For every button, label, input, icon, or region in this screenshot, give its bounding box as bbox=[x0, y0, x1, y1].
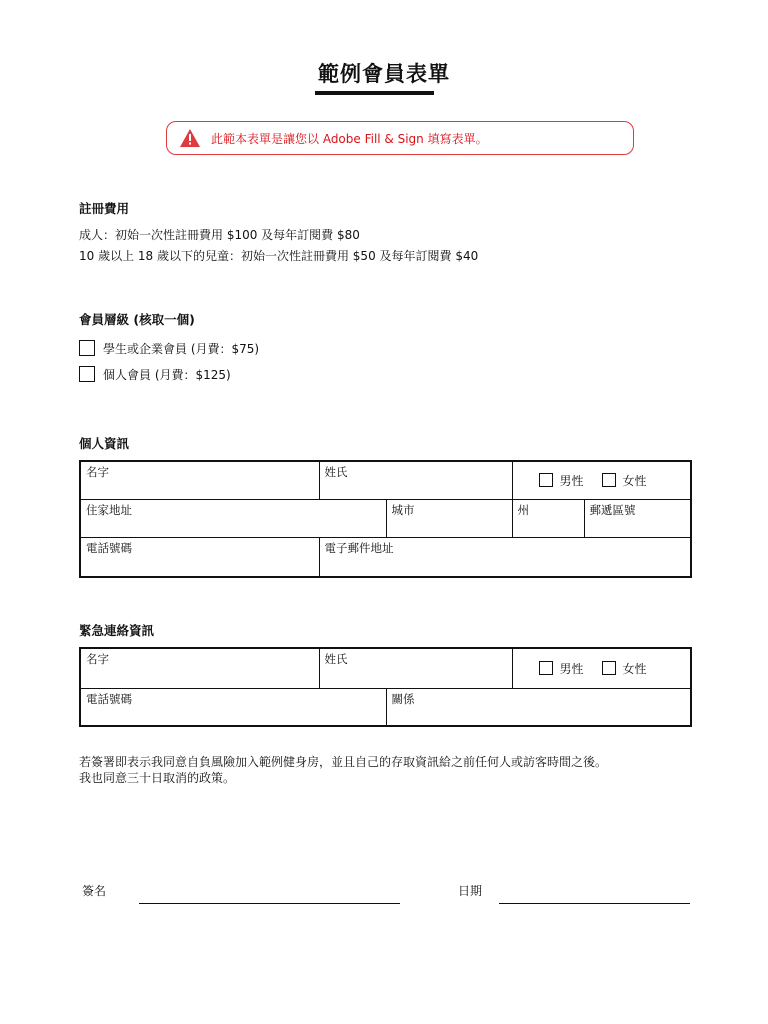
date-label: 日期 bbox=[458, 884, 483, 898]
level-option-individual[interactable] bbox=[79, 365, 231, 383]
agreement-line-1: 若簽署即表示我同意自負風險加入範例健身房，並且自己的存取資訊給之前任何人或訪客時間之後。 bbox=[79, 755, 608, 769]
agreement-line-2: 我也同意三十日取消的政策。 bbox=[79, 771, 236, 785]
emergency-gender-field bbox=[512, 648, 691, 688]
personal-info-table bbox=[79, 460, 692, 578]
address-field[interactable] bbox=[80, 499, 386, 537]
emergency-first-name-field[interactable] bbox=[80, 648, 319, 688]
emergency-phone-field[interactable] bbox=[80, 688, 386, 726]
fee-line-child: 10 歲以上 18 歲以下的兒童：初始一次性註冊費用 $50 及每年訂閱費 $40 bbox=[79, 249, 479, 263]
emergency-first-name-label: 名字 bbox=[86, 652, 109, 666]
state-field[interactable] bbox=[512, 499, 584, 537]
fees-heading: 註冊費用 bbox=[79, 201, 130, 216]
state-label: 州 bbox=[517, 502, 529, 517]
zip-field[interactable] bbox=[584, 499, 691, 537]
emergency-last-name-field[interactable] bbox=[319, 648, 512, 688]
emergency-female-checkbox[interactable] bbox=[602, 661, 616, 675]
individual-option-label: 個人會員 (月費：$125) bbox=[103, 367, 231, 382]
fee-line-adult: 成人：初始一次性註冊費用 $100 及每年訂閱費 $80 bbox=[79, 228, 360, 242]
male-checkbox[interactable] bbox=[539, 473, 553, 487]
personal-heading: 個人資訊 bbox=[79, 436, 130, 451]
emergency-info-table bbox=[79, 647, 692, 727]
first-name-field[interactable] bbox=[80, 461, 319, 499]
student-checkbox[interactable] bbox=[79, 340, 95, 356]
emergency-phone-label: 電話號碼 bbox=[86, 691, 132, 706]
emergency-last-name-label: 姓氏 bbox=[324, 652, 348, 666]
male-label: 男性 bbox=[559, 473, 584, 488]
gender-field bbox=[512, 461, 691, 499]
first-name-label: 名字 bbox=[86, 465, 109, 479]
title-underline bbox=[315, 91, 434, 95]
date-line[interactable] bbox=[499, 903, 690, 904]
email-label: 電子郵件地址 bbox=[324, 540, 394, 555]
individual-checkbox[interactable] bbox=[79, 366, 95, 382]
female-checkbox[interactable] bbox=[602, 473, 616, 487]
emergency-female-label: 女性 bbox=[622, 661, 647, 676]
emergency-heading: 緊急連絡資訊 bbox=[79, 623, 155, 638]
zip-label: 郵遞區號 bbox=[589, 502, 636, 517]
phone-label: 電話號碼 bbox=[86, 540, 132, 555]
relation-label: 關係 bbox=[391, 691, 415, 706]
phone-field[interactable] bbox=[80, 537, 319, 577]
last-name-field[interactable] bbox=[319, 461, 512, 499]
relation-field[interactable] bbox=[386, 688, 691, 726]
student-option-label: 學生或企業會員 (月費：$75) bbox=[103, 341, 260, 356]
emergency-male-label: 男性 bbox=[559, 661, 584, 676]
address-label: 住家地址 bbox=[86, 502, 132, 517]
city-field[interactable] bbox=[386, 499, 512, 537]
level-option-student[interactable] bbox=[79, 339, 259, 357]
last-name-label: 姓氏 bbox=[324, 465, 348, 479]
alert-text: 此範本表單是讓您以 Adobe Fill & Sign 填寫表單。 bbox=[211, 132, 488, 146]
signature-line[interactable] bbox=[139, 903, 400, 904]
emergency-male-checkbox[interactable] bbox=[539, 661, 553, 675]
female-label: 女性 bbox=[622, 473, 647, 488]
agreement-text bbox=[79, 754, 607, 786]
warning-icon bbox=[180, 129, 200, 147]
page-title: 範例會員表單 bbox=[318, 62, 450, 86]
city-label: 城市 bbox=[391, 502, 415, 517]
alert-banner bbox=[166, 121, 634, 155]
level-heading: 會員層級 (核取一個) bbox=[79, 312, 195, 327]
email-field[interactable] bbox=[319, 537, 691, 577]
signature-label: 簽名 bbox=[82, 884, 107, 898]
